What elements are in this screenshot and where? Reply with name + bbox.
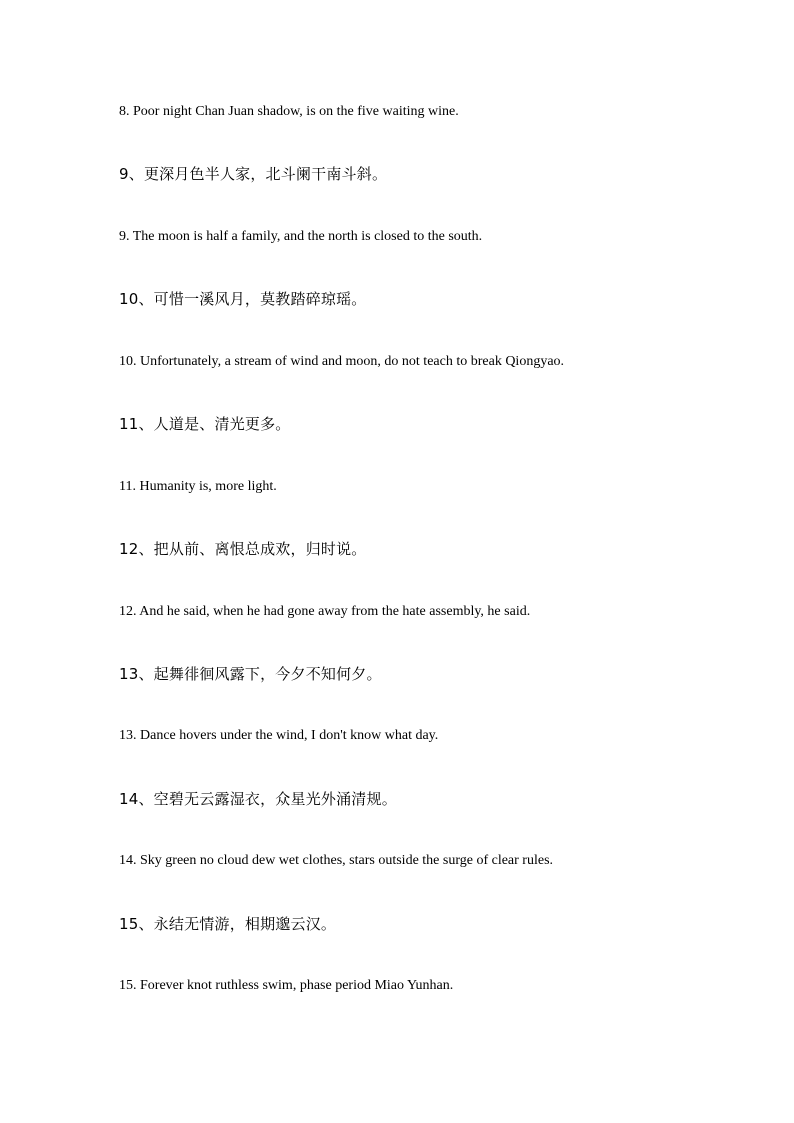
- line-14-zh: 14、空碧无云露湿衣，众星光外涌清规。: [119, 790, 397, 808]
- line-15-zh: 15、永结无情游，相期邈云汉。: [119, 915, 337, 933]
- line-13-en: 13. Dance hovers under the wind, I don't know what day.: [119, 728, 439, 743]
- line-11-en: 11. Humanity is, more light.: [119, 479, 277, 494]
- line-9-en: 9. The moon is half a family, and the north is closed to the south.: [119, 229, 483, 244]
- line-9-zh: 9、更深月色半人家，北斗阑干南斗斜。: [119, 165, 388, 183]
- line-10-en: 10. Unfortunately, a stream of wind and moon, do not teach to break Qiongyao.: [119, 354, 565, 369]
- line-15-en: 15. Forever knot ruthless swim, phase period Miao Yunhan.: [119, 978, 454, 993]
- line-13-zh: 13、起舞徘徊风露下，今夕不知何夕。: [119, 665, 382, 683]
- line-12-en: 12. And he said, when he had gone away from the hate assembly, he said.: [119, 604, 531, 619]
- line-14-en: 14. Sky green no cloud dew wet clothes, stars outside the surge of clear rules.: [119, 853, 554, 868]
- line-8-en: 8. Poor night Chan Juan shadow, is on the five waiting wine.: [119, 104, 459, 119]
- line-11-zh: 11、人道是、清光更多。: [119, 415, 291, 433]
- line-12-zh: 12、把从前、离恨总成欢，归时说。: [119, 540, 367, 558]
- line-10-zh: 10、可惜一溪风月，莫教踏碎琼瑶。: [119, 290, 367, 308]
